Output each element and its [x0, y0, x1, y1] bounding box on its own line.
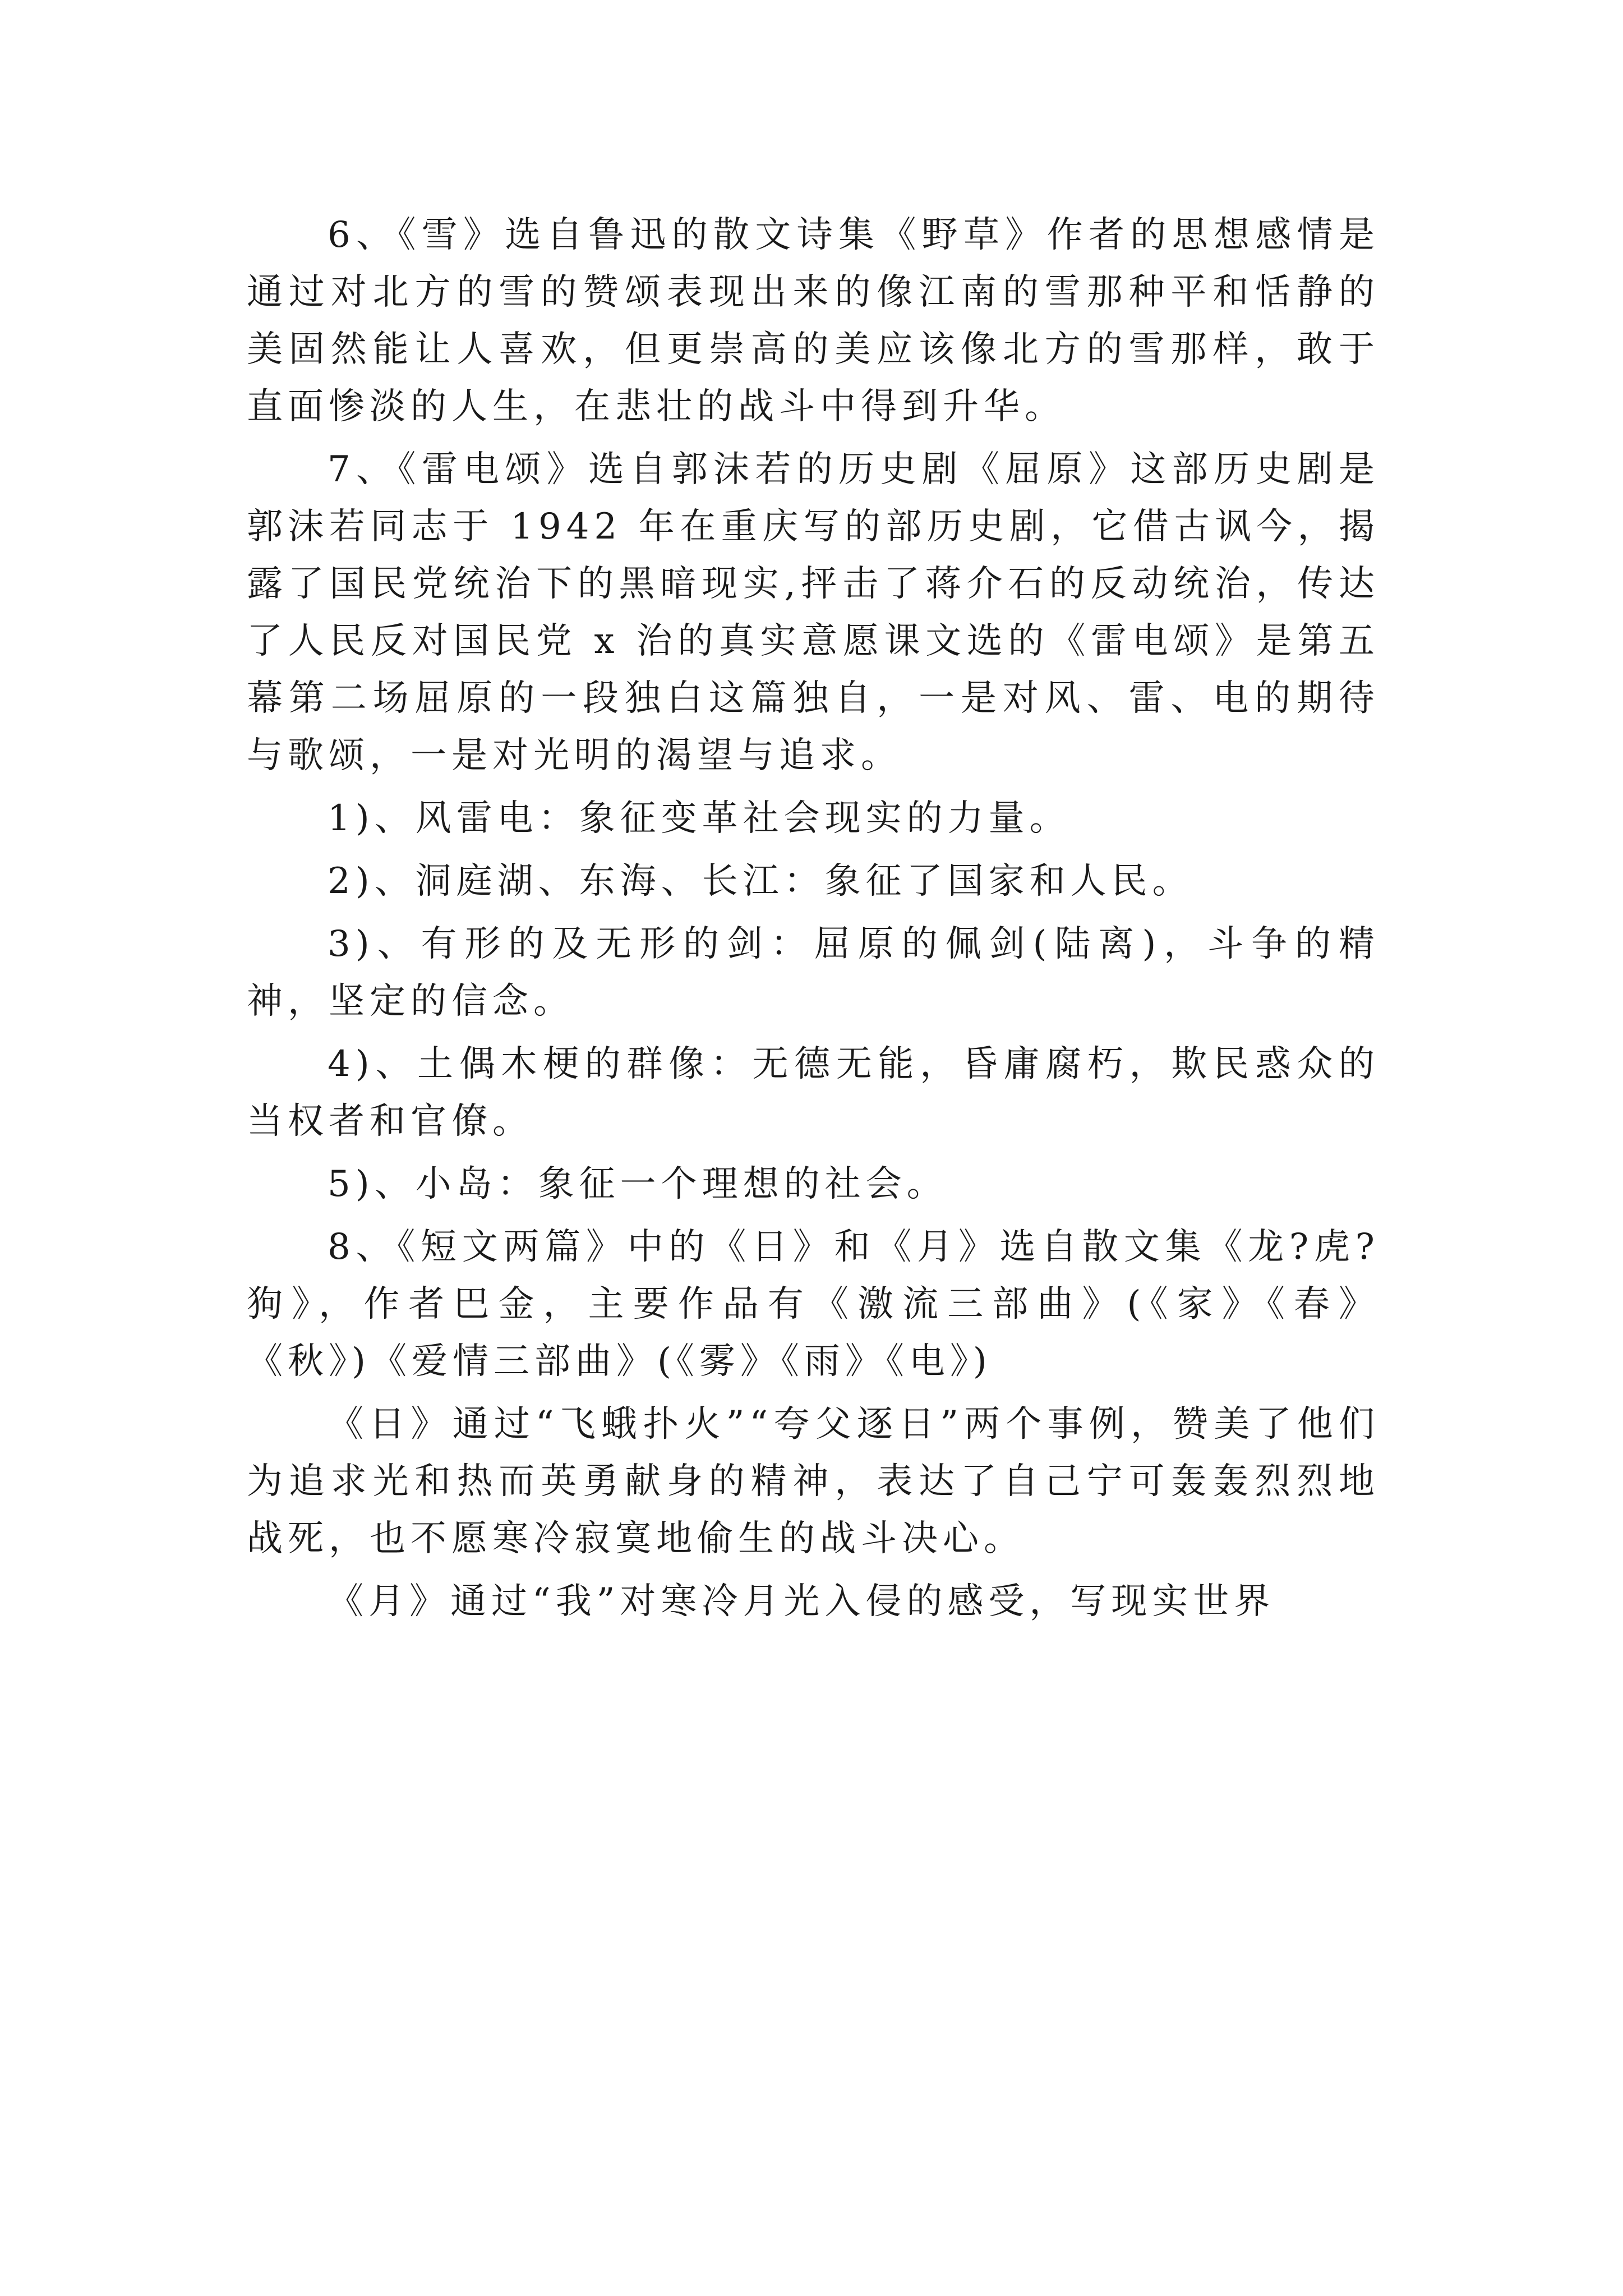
paragraph-sun: 《日》通过“飞蛾扑火”“夸父逐日”两个事例，赞美了他们为追求光和热而英勇献身的精神，表达了自己宁可轰轰烈烈地战死，也不愿寒冷寂寞地偷生的战斗决心。	[247, 1404, 1380, 1559]
list-item-wind-thunder-lightning: 1)、风雷电：象征变革社会现实的力量。	[328, 798, 1071, 839]
paragraph-8-two-short-essays: 8、《短文两篇》中的《日》和《月》选自散文集《龙?虎?狗》，作者巴金，主要作品有《激流三部曲》(《家》《春》《秋》)《爱情三部曲》(《雾》《雨》《电》)	[247, 1226, 1380, 1382]
list-item-lakes-seas-rivers: 2)、洞庭湖、东海、长江：象征了国家和人民。	[328, 861, 1193, 902]
paragraph-moon: 《月》通过“我”对寒冷月光入侵的感受，写现实世界	[328, 1581, 1275, 1622]
paragraph-7-thunder-ode: 7、《雷电颂》选自郭沫若的历史剧《屈原》这部历史剧是郭沫若同志于 1942 年在重庆写的部历史剧，它借古讽今，揭露了国民党统治下的黑暗现实,抨击了蒋介石的反动统治，传达了人民反对国民党 x 治的真实意愿课文选的《雷电颂》是第五幕第二场屈原的一段独白这篇独自，一是对风、雷、电的期待与歌颂，一是对光明的渴望与追求。	[247, 449, 1380, 776]
paragraph-6-snow: 6、《雪》选自鲁迅的散文诗集《野草》作者的思想感情是通过对北方的雪的赞颂表现出来的像江南的雪那种平和恬静的美固然能让人喜欢，但更崇高的美应该像北方的雪那样，敢于直面惨淡的人生，在悲壮的战斗中得到升华。	[247, 214, 1380, 427]
list-item-clay-idols: 4)、土偶木梗的群像：无德无能，昏庸腐朽，欺民惑众的当权者和官僚。	[247, 1043, 1380, 1142]
document-body	[247, 206, 1380, 1636]
list-item-swords: 3)、有形的及无形的剑：屈原的佩剑(陆离)，斗争的精神，坚定的信念。	[247, 923, 1380, 1022]
list-item-island: 5)、小岛：象征一个理想的社会。	[328, 1163, 948, 1205]
